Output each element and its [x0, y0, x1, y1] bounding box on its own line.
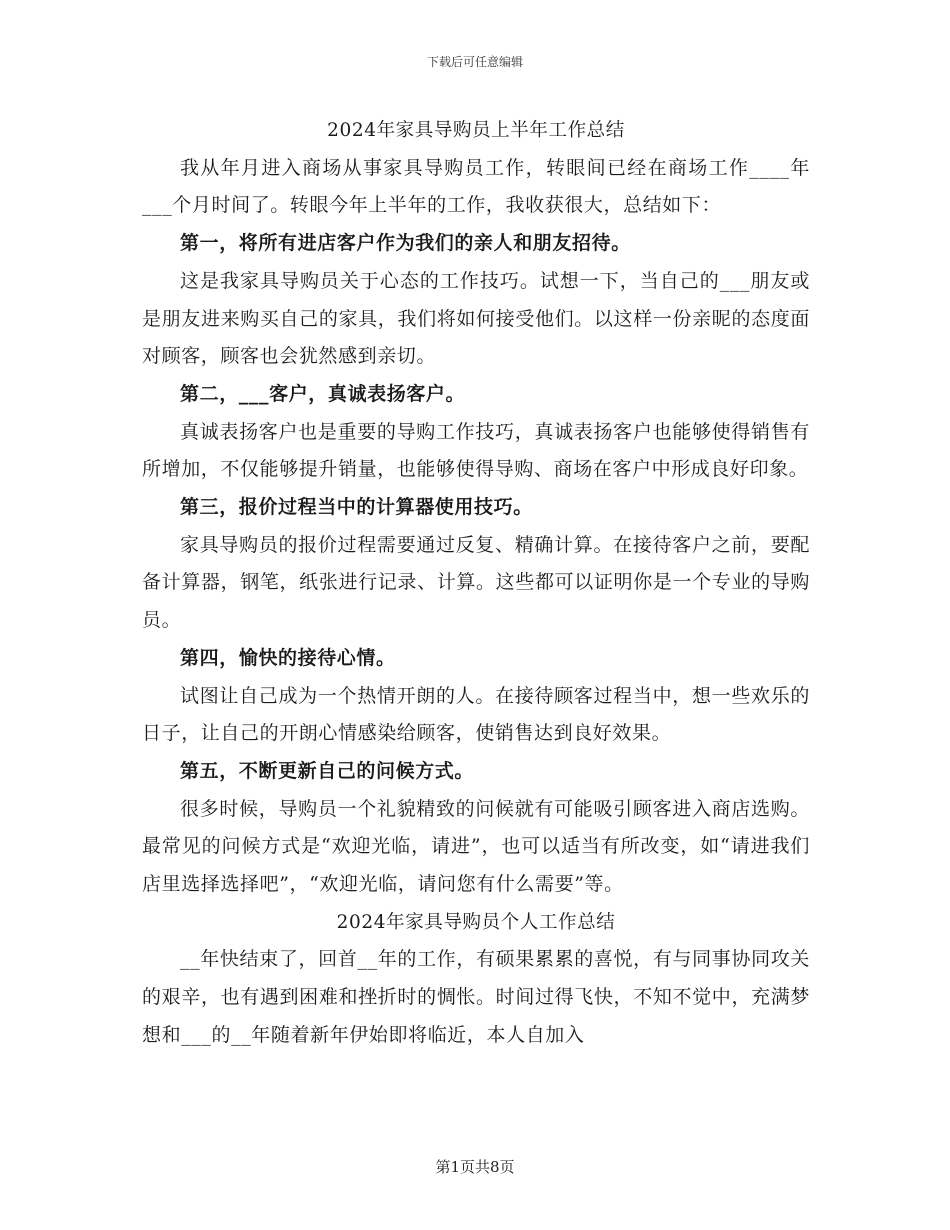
section-heading-5: 第五，不断更新自己的问候方式。 [180, 759, 475, 782]
section-paragraph-3: 家具导购员的报价过程需要通过反复、精确计算。在接待客户之前，要配备计算器，钢笔，纸张进行记录、计算。这些都可以证明你是一个专业的导购员。 [142, 533, 810, 632]
section-heading-2: 第二，___客户，真诚表扬客户。 [180, 382, 466, 405]
page-header: 下载后可任意编辑 [426, 55, 523, 69]
section-paragraph-4: 试图让自己成为一个热情开朗的人。在接待顾客过程当中，想一些欢乐的日子，让自己的开朗心情感染给顾客，使销售达到良好效果。 [142, 684, 810, 745]
section-heading-1: 第一，将所有进店客户作为我们的亲人和朋友招待。 [180, 232, 631, 255]
section-paragraph-2: 真诚表扬客户也是重要的导购工作技巧，真诚表扬客户也能够使得销售有所增加，不仅能够提升销量，也能够使得导购、商场在客户中形成良好印象。 [142, 420, 810, 481]
page-footer: 第1页共8页 [435, 1158, 515, 1176]
second-intro-paragraph: __年快结束了，回首__年的工作，有硕果累累的喜悦，有与同事协同攻关的艰辛，也有遇到困难和挫折时的惆怅。时间过得飞快，不知不觉中，充满梦想和___的__年随着新年伊始即将临近，本人自加入 [142, 948, 810, 1046]
section-heading-4: 第四，愉快的接待心情。 [180, 646, 396, 669]
document-body [142, 112, 810, 1055]
intro-paragraph: 我从年月进入商场从事家具导购员工作，转眼间已经在商场工作____年___个月时间了。转眼今年上半年的工作，我收获很大，总结如下： [142, 156, 810, 217]
section-paragraph-5: 很多时候，导购员一个礼貌精致的问候就有可能吸引顾客进入商店选购。最常见的问候方式是“欢迎光临，请进”，也可以适当有所改变，如“请进我们店里选择选择吧”，“欢迎光临，请问您有什么需要”等。 [142, 797, 810, 896]
document-title: 2024年家具导购员上半年工作总结 [327, 120, 625, 141]
section-heading-3: 第三，报价过程当中的计算器使用技巧。 [180, 496, 533, 519]
section-paragraph-1: 这是我家具导购员关于心态的工作技巧。试想一下，当自己的___朋友或是朋友进来购买自己的家具，我们将如何接受他们。以这样一份亲昵的态度面对顾客，顾客也会犹然感到亲切。 [142, 269, 810, 368]
second-document-title: 2024年家具导购员个人工作总结 [336, 911, 616, 933]
